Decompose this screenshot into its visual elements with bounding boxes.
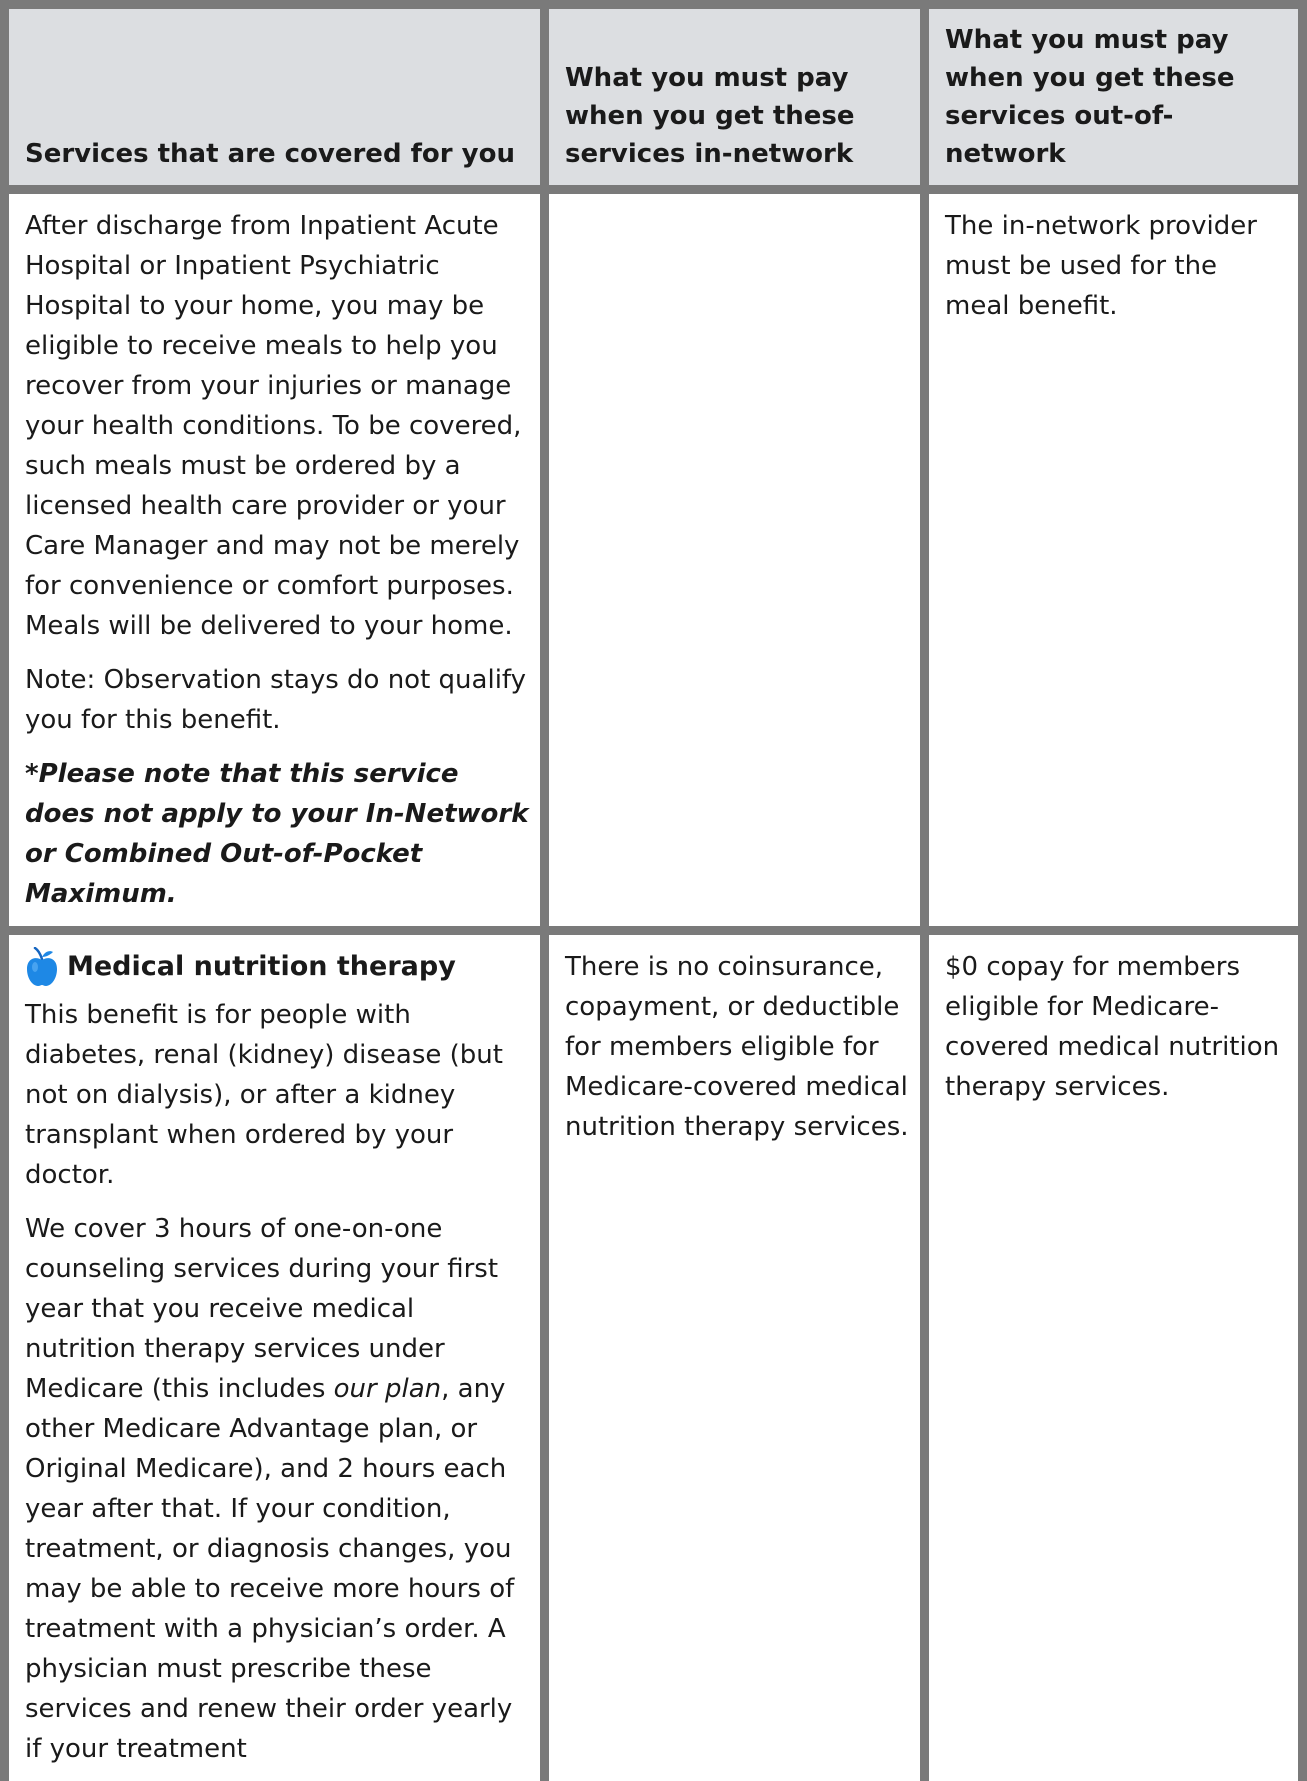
- coverage-paragraph: [25, 1209, 530, 1769]
- header-row: [0, 0, 1307, 185]
- in-network-cell: [540, 185, 920, 926]
- service-heading: [25, 947, 530, 987]
- coverage-text-end: , any other Medicare Advantage plan, or Original Medicare), and 2 hours each year after that. If your condition, treatment, or diagnosis changes, you may be able to receive more hours of treatment with a physician’s order. A physician must prescribe these services and renew their order yearly if your treatment: [25, 1374, 515, 1764]
- out-of-network-cell: $0 copay for members eligible for Medicare-covered medical nutrition therapy services.: [920, 926, 1307, 1781]
- header-in-network: What you must pay when you get these services in-network: [540, 0, 920, 185]
- table-row: [0, 185, 1307, 926]
- services-cell: [0, 926, 540, 1781]
- header-services: Services that are covered for you: [0, 0, 540, 185]
- out-of-network-cell: The in-network provider must be used for the meal benefit.: [920, 185, 1307, 926]
- in-network-cell: There is no coinsurance, copayment, or deductible for members eligible for Medicare-covered medical nutrition therapy services.: [540, 926, 920, 1781]
- coverage-text-start: We cover 3 hours of one-on-one counseling services during your first year that you receive medical nutrition therapy services under Medicare (this includes: [25, 1214, 499, 1404]
- observation-note: Note: Observation stays do not qualify you for this benefit.: [25, 665, 526, 735]
- service-heading-text: Medical nutrition therapy: [67, 951, 456, 982]
- eligibility-paragraph: This benefit is for people with diabetes, renal (kidney) disease (but not on dialysis), or after a kidney transplant when ordered by your doctor.: [25, 1000, 503, 1190]
- apple-icon: [25, 947, 59, 987]
- coverage-text-italic: our plan: [333, 1374, 442, 1404]
- services-paragraph: After discharge from Inpatient Acute Hospital or Inpatient Psychiatric Hospital to your home, you may be eligible to receive meals to help you recover from your injuries or manage your health conditions. To be covered, such meals must be ordered by a licensed health care provider or your Care Manager and may not be merely for convenience or comfort purposes. Meals will be delivered to your home.: [25, 211, 522, 641]
- header-out-of-network: What you must pay when you get these services out-of-network: [920, 0, 1307, 185]
- table-row: [0, 926, 1307, 1781]
- services-cell: [0, 185, 540, 926]
- out-of-pocket-note: *Please note that this service does not apply to your In-Network or Combined Out-of-Pocket Maximum.: [25, 759, 529, 909]
